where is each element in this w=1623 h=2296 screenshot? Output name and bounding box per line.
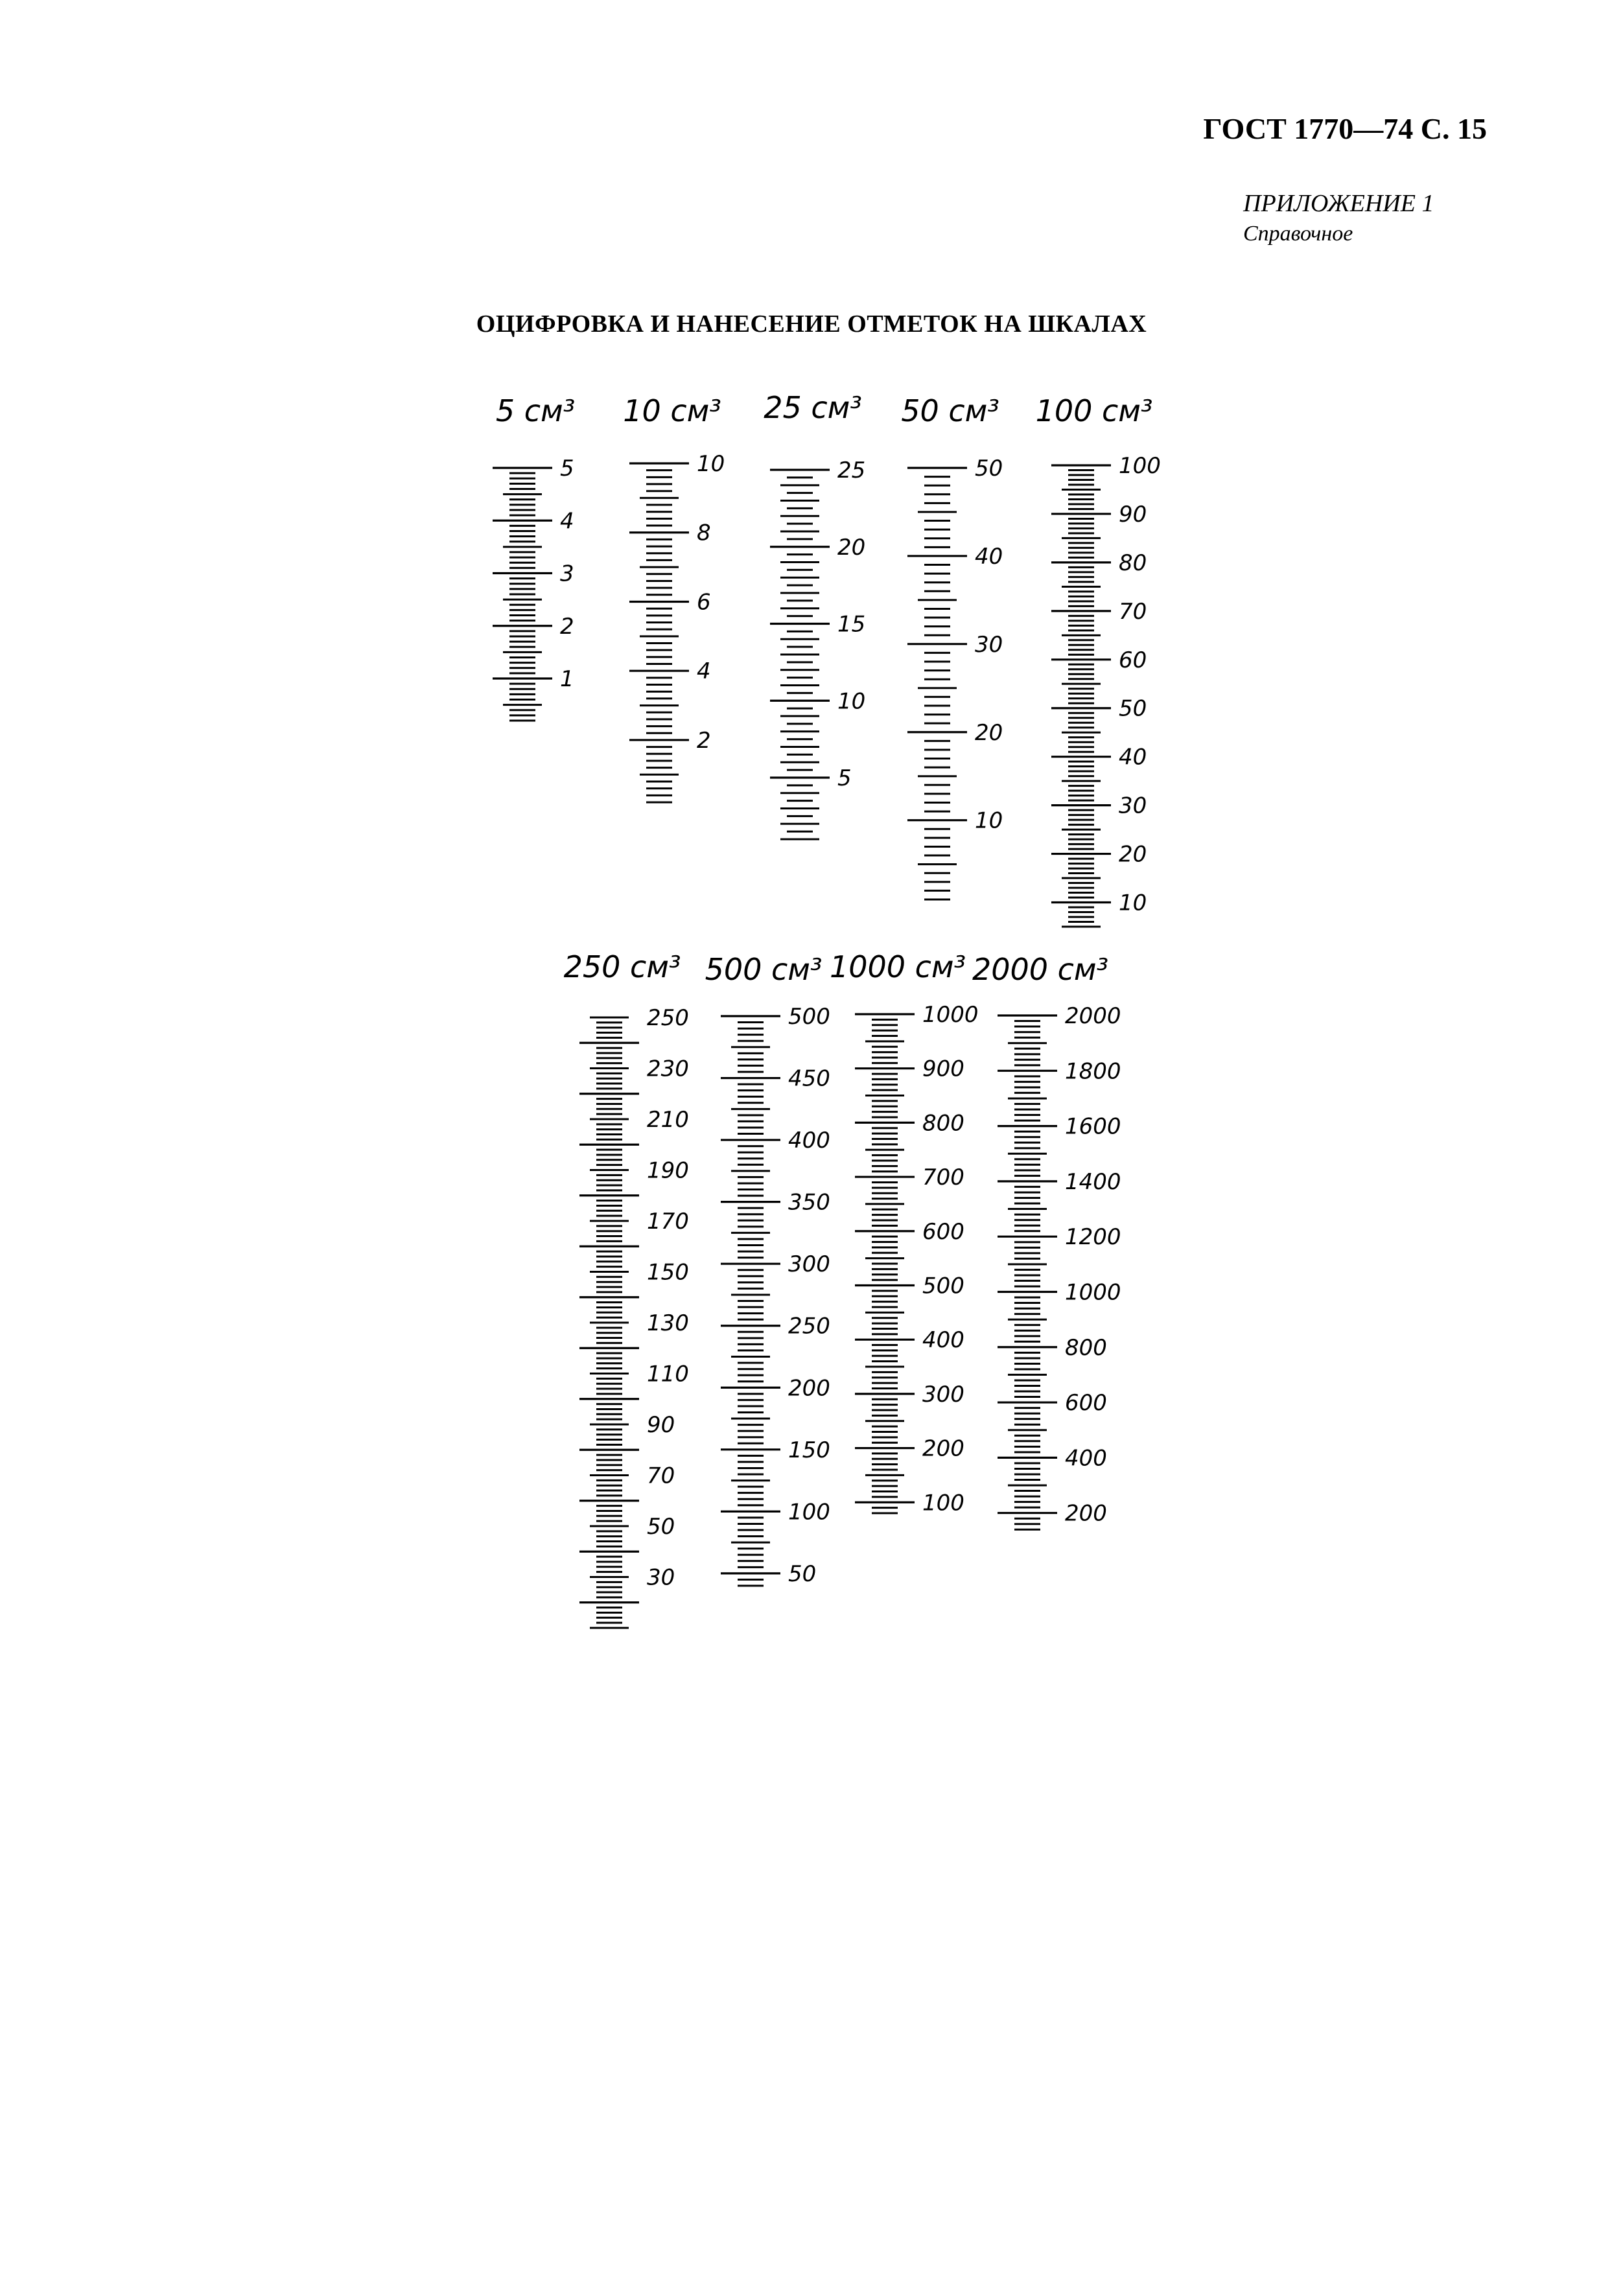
scale-50 — [901, 393, 1003, 899]
scale-header: 250 см³ — [563, 949, 681, 984]
scale-number: 5 — [560, 456, 574, 481]
scale-number: 2000 — [1065, 1003, 1121, 1029]
scale-number: 400 — [1065, 1445, 1107, 1472]
scale-number: 30 — [975, 631, 1003, 658]
scale-header: 100 см³ — [1035, 393, 1153, 428]
scale-number: 130 — [647, 1310, 689, 1336]
scale-number: 40 — [1119, 744, 1147, 771]
scale-number: 30 — [1119, 793, 1147, 819]
scale-number: 150 — [788, 1437, 830, 1463]
scale-number: 190 — [647, 1157, 689, 1184]
figure-title: ОЦИФРОВКА И НАНЕСЕНИЕ ОТМЕТОК НА ШКАЛАХ — [476, 310, 1147, 338]
scale-number: 50 — [788, 1560, 817, 1587]
scale-number: 100 — [1119, 453, 1161, 479]
scale-number: 500 — [788, 1004, 830, 1030]
scale-number: 70 — [647, 1463, 675, 1489]
scale-number: 1200 — [1065, 1224, 1121, 1251]
scale-number: 200 — [1065, 1500, 1107, 1527]
scale-number: 230 — [647, 1056, 689, 1082]
scale-number: 350 — [788, 1189, 830, 1216]
scale-number: 1400 — [1065, 1168, 1121, 1195]
scale-number: 8 — [697, 520, 711, 546]
scale-250 — [564, 949, 689, 1628]
scale-number: 25 — [837, 458, 866, 483]
scale-number: 1 — [560, 666, 574, 692]
scale-number: 20 — [837, 534, 866, 561]
scale-number: 200 — [788, 1375, 830, 1402]
scale-number: 600 — [1065, 1390, 1107, 1417]
scale-number: 200 — [922, 1435, 964, 1462]
scale-header: 10 см³ — [623, 393, 721, 428]
scale-header: 500 см³ — [705, 952, 823, 987]
scale-number: 300 — [922, 1381, 964, 1408]
scale-number: 50 — [1119, 695, 1147, 722]
scale-number: 250 — [788, 1313, 830, 1339]
scale-number: 400 — [922, 1327, 964, 1354]
scale-25 — [764, 390, 865, 839]
scale-number: 3 — [560, 561, 574, 587]
scale-header: 2000 см³ — [972, 952, 1109, 987]
scale-number: 10 — [697, 451, 725, 477]
scale-number: 500 — [922, 1273, 964, 1299]
scale-number: 250 — [647, 1005, 689, 1031]
scale-number: 110 — [647, 1361, 689, 1387]
scale-number: 5 — [837, 765, 852, 791]
scale-header: 25 см³ — [764, 390, 862, 425]
scale-number: 800 — [922, 1110, 964, 1137]
scale-number: 900 — [922, 1056, 964, 1082]
scale-number: 1800 — [1065, 1058, 1121, 1085]
scale-2000 — [972, 952, 1121, 1529]
scale-500 — [705, 952, 830, 1587]
appendix-label: ПРИЛОЖЕНИЕ 1 — [1243, 190, 1434, 217]
scale-number: 2 — [697, 727, 711, 754]
scale-number: 1600 — [1065, 1113, 1121, 1140]
scale-header: 1000 см³ — [829, 949, 966, 984]
scale-number: 20 — [1119, 841, 1147, 868]
scale-number: 10 — [1119, 890, 1147, 916]
scale-number: 10 — [837, 688, 866, 715]
scale-5 — [493, 393, 575, 721]
scale-number: 1000 — [922, 1002, 979, 1028]
scale-number: 2 — [560, 613, 574, 640]
scale-number: 10 — [975, 807, 1003, 834]
scale-number: 20 — [975, 719, 1003, 746]
scale-number: 4 — [697, 658, 711, 685]
scale-number: 40 — [975, 543, 1003, 570]
scale-number: 6 — [697, 589, 711, 616]
scale-number: 70 — [1119, 598, 1147, 625]
scale-number: 800 — [1065, 1334, 1107, 1361]
scale-number: 80 — [1119, 550, 1147, 576]
scale-number: 50 — [975, 456, 1003, 481]
scale-number: 100 — [922, 1490, 964, 1516]
scale-number: 450 — [788, 1065, 830, 1092]
scale-number: 4 — [560, 508, 574, 535]
scale-header: 5 см³ — [495, 393, 576, 428]
scale-number: 15 — [837, 611, 866, 638]
scale-number: 150 — [647, 1259, 689, 1286]
scale-header: 50 см³ — [901, 393, 999, 428]
scale-number: 50 — [647, 1514, 675, 1540]
scale-number: 100 — [788, 1499, 830, 1525]
scale-number: 700 — [922, 1165, 964, 1191]
scale-number: 60 — [1119, 647, 1147, 673]
scale-1000 — [830, 949, 979, 1516]
scale-number: 600 — [922, 1218, 964, 1245]
scale-number: 400 — [788, 1128, 830, 1154]
scale-number: 170 — [647, 1209, 689, 1235]
scale-number: 30 — [647, 1564, 675, 1591]
scale-number: 300 — [788, 1251, 830, 1278]
scale-100 — [1036, 393, 1161, 927]
scale-10 — [623, 393, 725, 802]
appendix-type: Справочное — [1243, 222, 1353, 246]
scale-number: 210 — [647, 1107, 689, 1133]
scale-number: 90 — [647, 1412, 675, 1438]
scale-number: 90 — [1119, 501, 1147, 528]
standard-page-header: ГОСТ 1770—74 С. 15 — [1203, 112, 1487, 145]
scale-number: 1000 — [1065, 1279, 1121, 1306]
